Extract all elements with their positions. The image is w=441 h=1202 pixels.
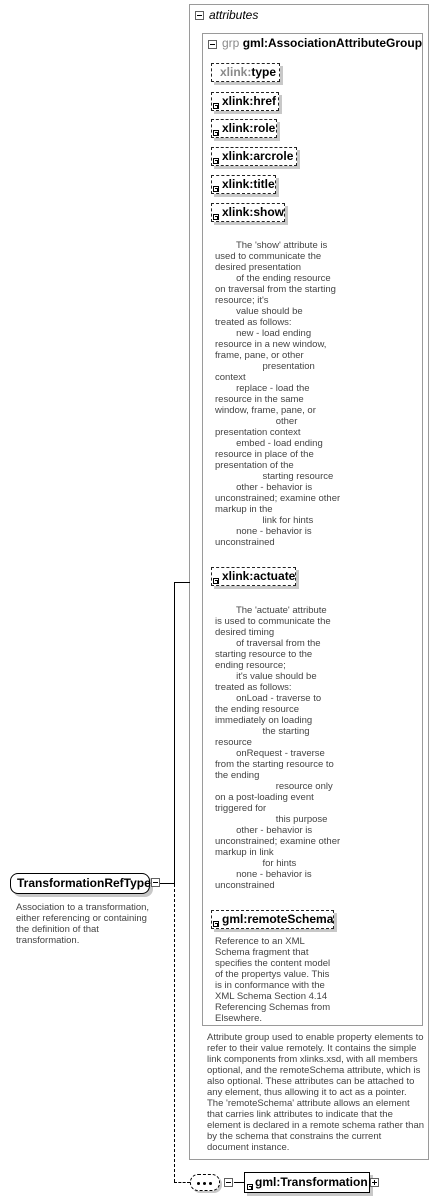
attribute-title-label: xlink:title (222, 177, 275, 191)
type-collapse-icon[interactable] (151, 878, 160, 887)
sequence-collapse-icon[interactable] (224, 1178, 233, 1187)
show-attribute-doc: The 'show' attribute is used to communicate the desired presentation of the ending resource on traversal from the starting resource; it's value should be treated as follows: new - load ending resource in a new window, frame, pane, or other presentation context replace - load the resource in the same window, frame, pane, or other presentation context embed - load ending resource in place of the presentation of the starting resource other - behavior is unconstrained; examine other markup in the link for hints none - behavior is unconstrained (215, 240, 341, 548)
reference-arrow-icon (213, 578, 219, 584)
reference-arrow-icon (213, 130, 219, 136)
group-description: Attribute group used to enable property elements to refer to their value remotely. It contains the simple link components from xlinks.xsd, with all members optional, and the remoteSchema attribute, which is also optional. These attributes can be attached to any element, thus allowing it to act as a pointer. The 'remoteSchema' attribute allows an element that carries link attributes to indicate that the element is declared in a remote schema rather than by the schema that constrains the current document instance. (207, 1032, 425, 1153)
reference-arrow-icon (213, 921, 219, 927)
gml-transformation-element[interactable] (244, 1172, 370, 1193)
group-name: gml:AssociationAttributeGroup (242, 36, 423, 50)
attribute-xlink-role[interactable] (211, 119, 277, 138)
connector-line (160, 883, 174, 884)
attribute-xlink-actuate[interactable] (211, 567, 296, 586)
group-prefix: grp (222, 36, 240, 50)
attributes-label: attributes (209, 8, 259, 22)
attribute-xlink-href[interactable] (211, 92, 279, 111)
attributes-collapse-icon[interactable] (195, 11, 204, 20)
attribute-remoteschema-label: gml:remoteSchema (222, 912, 334, 926)
connector-dashed-line (174, 884, 175, 1182)
connector-line (234, 1182, 244, 1183)
attribute-xlink-title[interactable] (211, 175, 276, 194)
element-name: gml:Transformation (255, 1175, 368, 1189)
group-title (222, 36, 422, 51)
group-collapse-icon[interactable] (208, 40, 217, 49)
attribute-show-label: xlink:show (222, 205, 285, 219)
reference-arrow-icon (213, 186, 219, 192)
sequence-dot-icon (197, 1182, 200, 1185)
attribute-actuate-label: xlink:actuate (222, 569, 296, 583)
connector-line (174, 582, 175, 884)
transformation-ref-type-node[interactable] (10, 873, 150, 894)
attribute-type-prefix: xlink: (220, 65, 252, 79)
connector-line (174, 582, 190, 583)
sequence-dot-icon (209, 1182, 212, 1185)
actuate-attribute-doc: The 'actuate' attribute is used to communicate the desired timing of traversal from the starting resource to the ending resource; it's value should be treated as follows: onLoad - traverse to the ending resource immediately on loading the starting resource onRequest - traverse from the starting resource to the ending resource only on a post-loading event triggered for this purpose other - behavior is unconstrained; examine other markup in link for hints none - behavior is unconstrained (215, 605, 341, 891)
type-description: Association to a transformation, either referencing or containing the definition of that transformation. (16, 902, 150, 946)
attribute-gml-remoteschema[interactable] (211, 910, 334, 929)
reference-arrow-icon (213, 214, 219, 220)
sequence-compositor[interactable] (190, 1174, 220, 1191)
expand-plus-icon[interactable] (370, 1178, 379, 1187)
attribute-arcrole-label: xlink:arcrole (222, 149, 294, 163)
sequence-dot-icon (203, 1182, 206, 1185)
connector-dashed-line (174, 1182, 190, 1183)
type-name: TransformationRefType (17, 876, 151, 890)
attribute-role-label: xlink:role (222, 121, 276, 135)
attribute-xlink-show[interactable] (211, 203, 285, 222)
attribute-href-label: xlink:href (222, 94, 277, 108)
reference-arrow-icon (213, 103, 219, 109)
attribute-xlink-type[interactable] (211, 63, 280, 82)
attribute-xlink-arcrole[interactable] (211, 147, 297, 166)
reference-arrow-icon (213, 158, 219, 164)
reference-arrow-icon (247, 1184, 253, 1190)
attribute-type-name: type (251, 65, 277, 79)
remoteschema-attribute-doc: Reference to an XML Schema fragment that specifies the content model of the propertys value. This is in conformance with the XML Schema Section 4.14 Referencing Schemas from Elsewhere. (215, 936, 331, 1024)
